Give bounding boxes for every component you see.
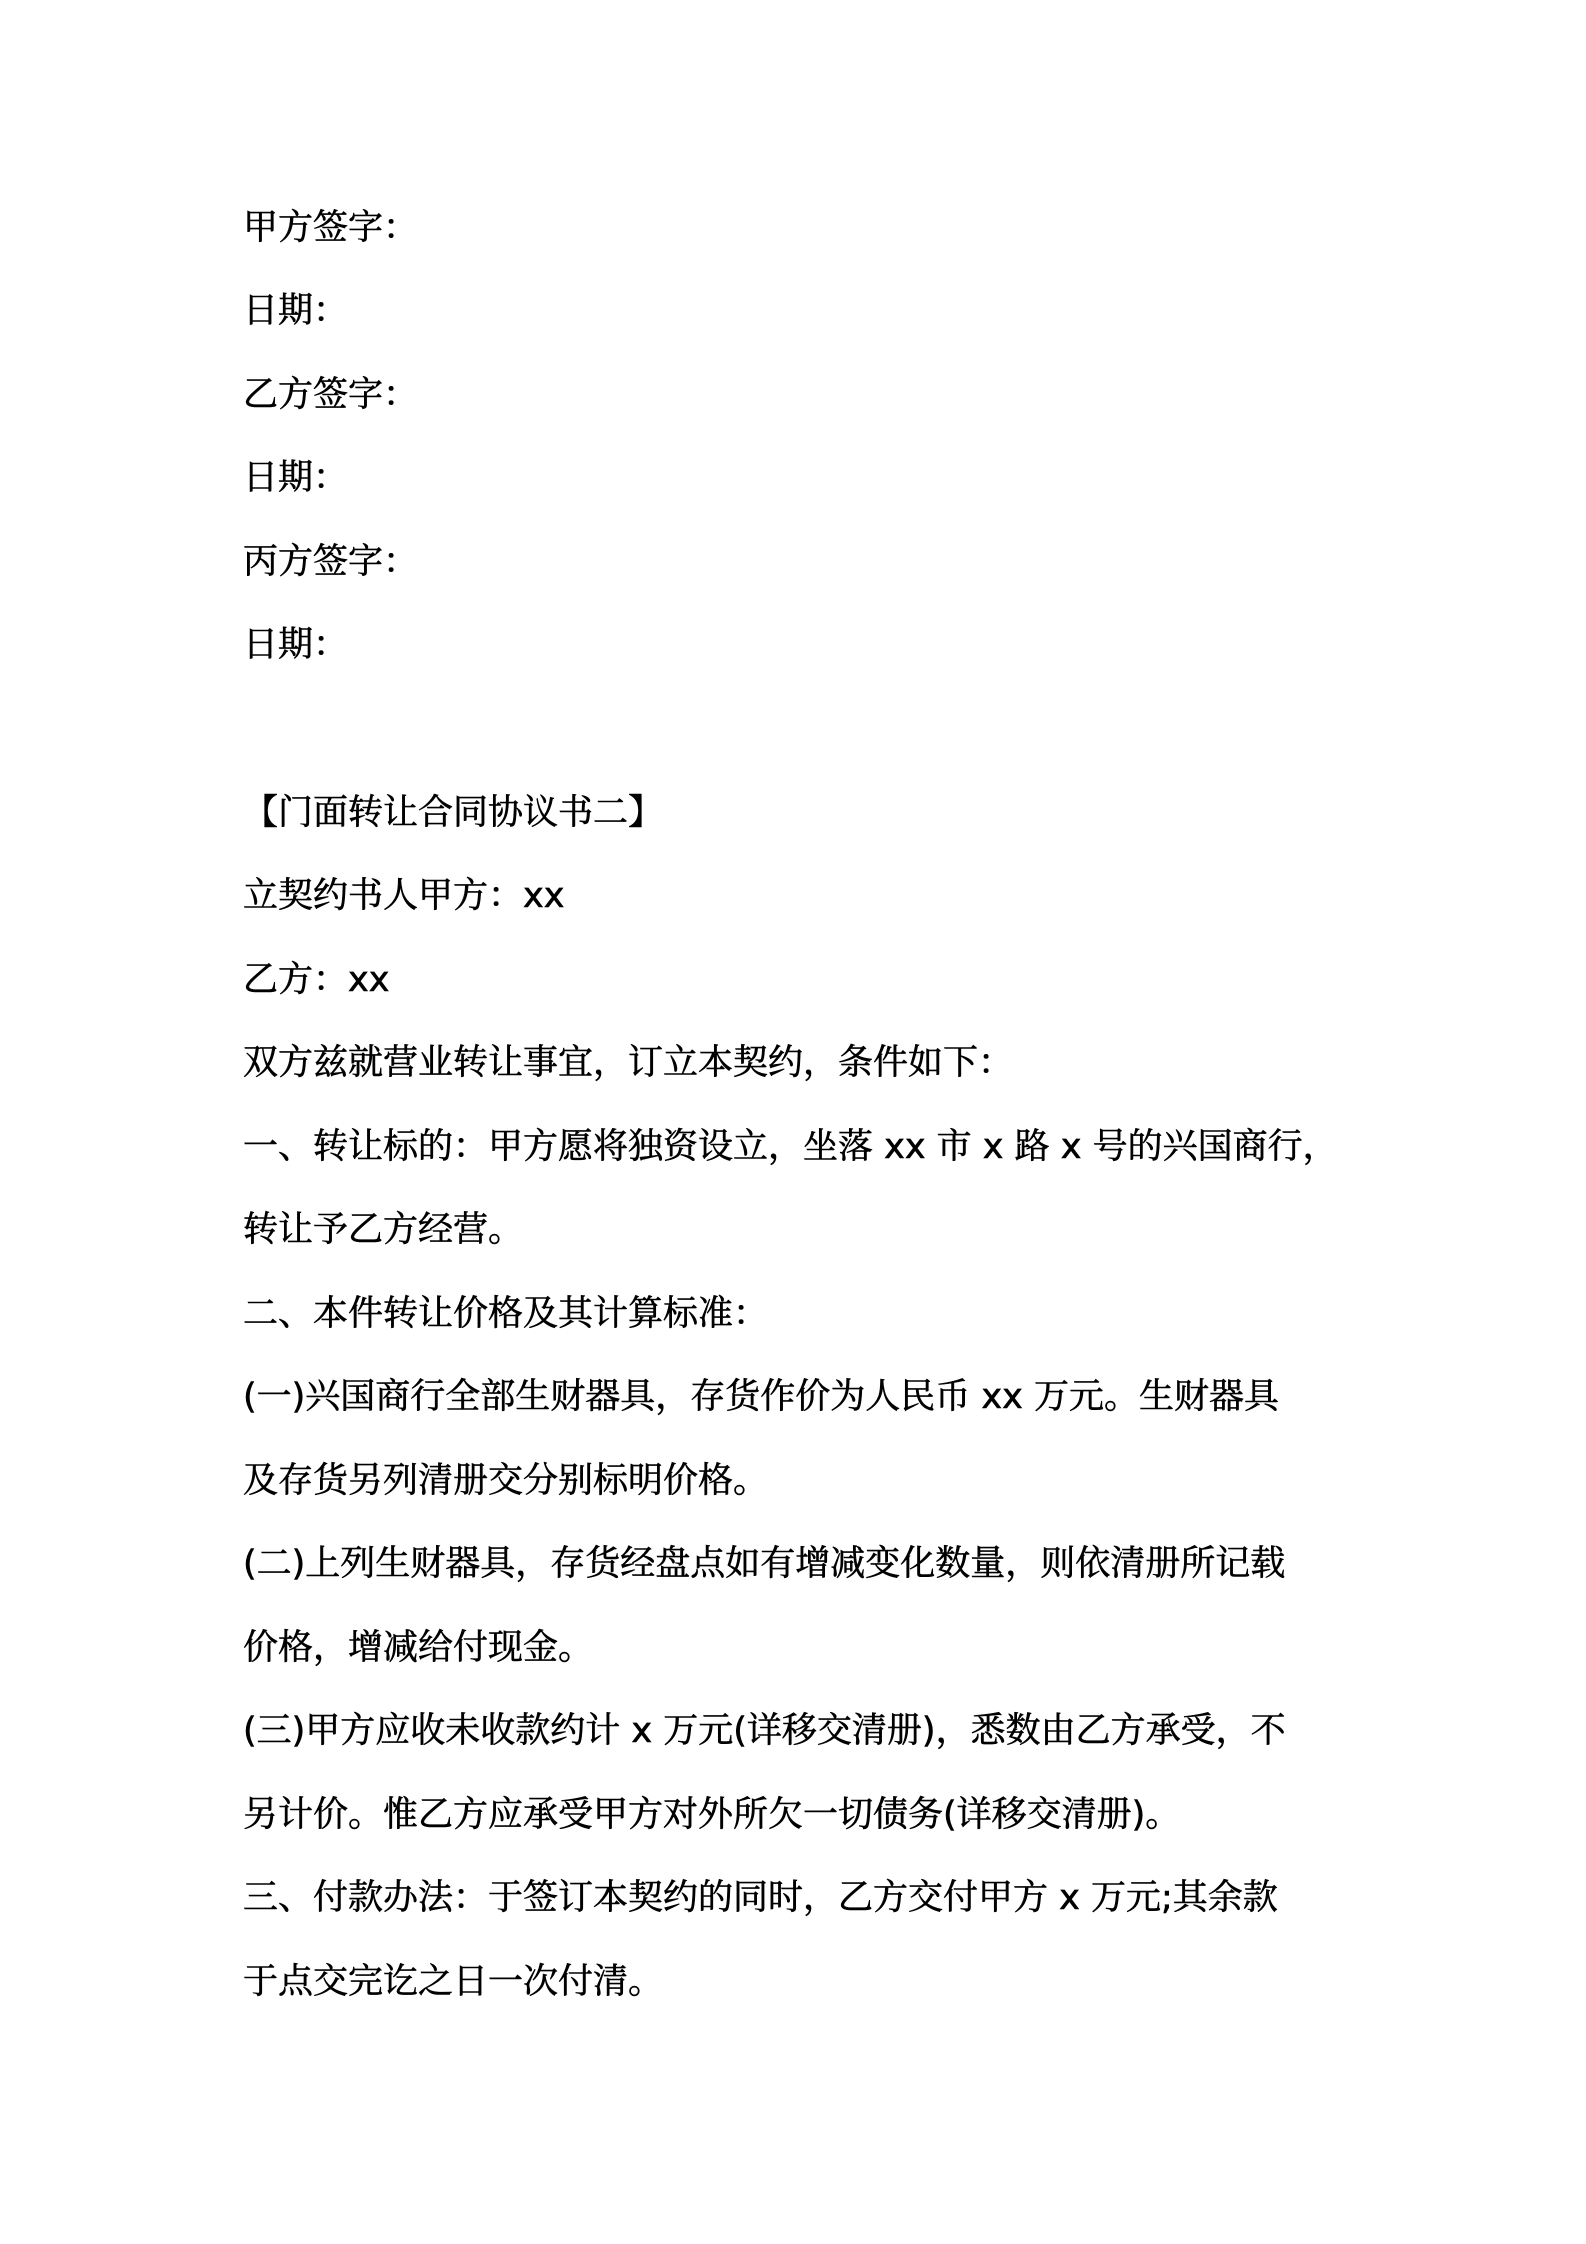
contract-line: 及存货另列清册交分别标明价格。 xyxy=(243,1461,769,1501)
party-a-date-label: 日期： xyxy=(243,291,349,331)
party-c-signature-label: 丙方签字： xyxy=(243,542,419,582)
contract-line: 于点交完讫之日一次付清。 xyxy=(243,1962,664,2002)
contract-title: 【门面转让合同协议书二】 xyxy=(243,793,664,833)
contract-line: (一)兴国商行全部生财器具，存货作价为人民币 xx 万元。生财器具 xyxy=(243,1377,1279,1417)
contract-line: (二)上列生财器具，存货经盘点如有增减变化数量，则依清册所记载 xyxy=(243,1544,1286,1584)
contract-line: 三、付款办法：于签订本契约的同时，乙方交付甲方 x 万元;其余款 xyxy=(243,1878,1278,1918)
contract-line: 价格，增减给付现金。 xyxy=(243,1628,594,1668)
party-b-signature-label: 乙方签字： xyxy=(243,375,419,415)
contract-line: 二、本件转让价格及其计算标准： xyxy=(243,1294,769,1334)
contract-line: 乙方：xx xyxy=(243,960,390,1000)
contract-line: 双方兹就营业转让事宜，订立本契约，条件如下： xyxy=(243,1043,1014,1083)
contract-line: 转让予乙方经营。 xyxy=(243,1210,524,1250)
contract-line: 一、转让标的：甲方愿将独资设立，坐落 xx 市 x 路 x 号的兴国商行， xyxy=(243,1127,1338,1167)
contract-line: (三)甲方应收未收款约计 x 万元(详移交清册)，悉数由乙方承受，不 xyxy=(243,1711,1286,1751)
contract-line: 立契约书人甲方：xx xyxy=(243,876,565,916)
contract-line: 另计价。惟乙方应承受甲方对外所欠一切债务(详移交清册)。 xyxy=(243,1795,1181,1835)
party-b-date-label: 日期： xyxy=(243,458,349,498)
party-a-signature-label: 甲方签字： xyxy=(243,208,419,248)
party-c-date-label: 日期： xyxy=(243,625,349,665)
